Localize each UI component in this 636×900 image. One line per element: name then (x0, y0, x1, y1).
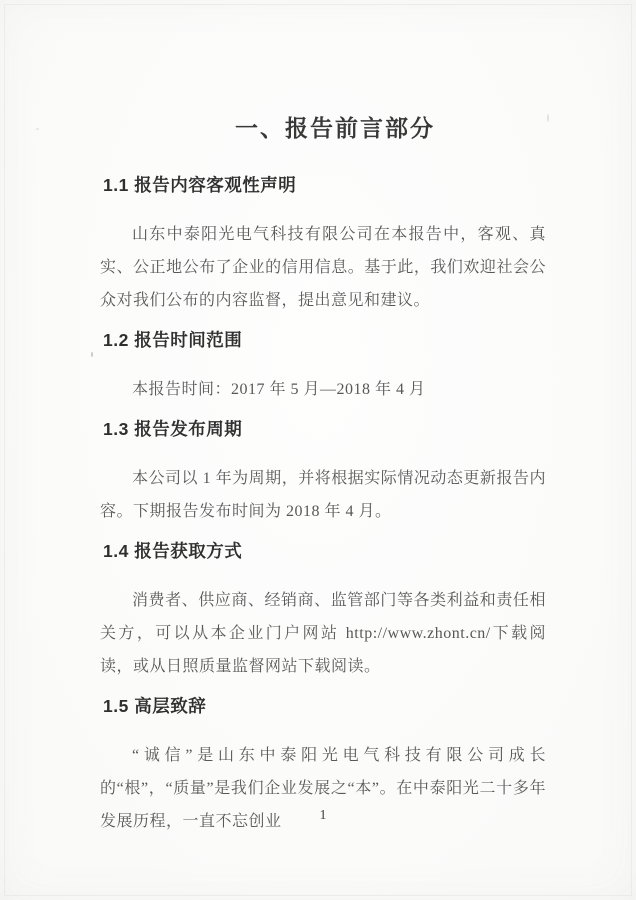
section-heading-release-cycle: 1.3 报告发布周期 (103, 419, 243, 439)
section-heading-objectivity-statement: 1.1 报告内容客观性声明 (103, 175, 297, 195)
section-1-4 (100, 539, 546, 683)
section-1-2 (100, 328, 546, 406)
scan-speck (36, 128, 39, 130)
section-body-executive-message: “诚信”是山东中泰阳光电气科技有限公司成长的“根”，“质量”是我们企业发展之“本”。在中泰阳光二十多年发展历程，一直不忘创业 (100, 747, 546, 830)
page-number: 1 (319, 808, 327, 823)
scan-speck (91, 352, 93, 357)
section-heading-executive-message: 1.5 高层致辞 (103, 696, 207, 716)
section-heading-access-method: 1.4 报告获取方式 (103, 541, 243, 561)
document-title: 一、报告前言部分 (235, 116, 435, 141)
section-body-access-method: 消费者、供应商、经销商、监管部门等各类利益和责任相关方，可以从本企业门户网站 http://www.zhont.cn/下载阅读，或从日照质量监督网站下载阅读。 (100, 592, 546, 675)
section-body-report-time-range: 本报告时间：2017 年 5 月—2018 年 4 月 (132, 381, 426, 398)
section-heading-report-time-range: 1.2 报告时间范围 (103, 330, 243, 350)
document-content (100, 0, 546, 838)
section-body-release-cycle: 本公司以 1 年为周期，并将根据实际情况动态更新报告内容。下期报告发布时间为 2018 年 4 月。 (100, 470, 546, 520)
section-body-objectivity-statement: 山东中泰阳光电气科技有限公司在本报告中，客观、真实、公正地公布了企业的信用信息。基于此，我们欢迎社会公众对我们公布的内容监督，提出意见和建议。 (100, 226, 546, 309)
section-1-3 (100, 417, 546, 528)
section-1-1 (100, 173, 546, 317)
